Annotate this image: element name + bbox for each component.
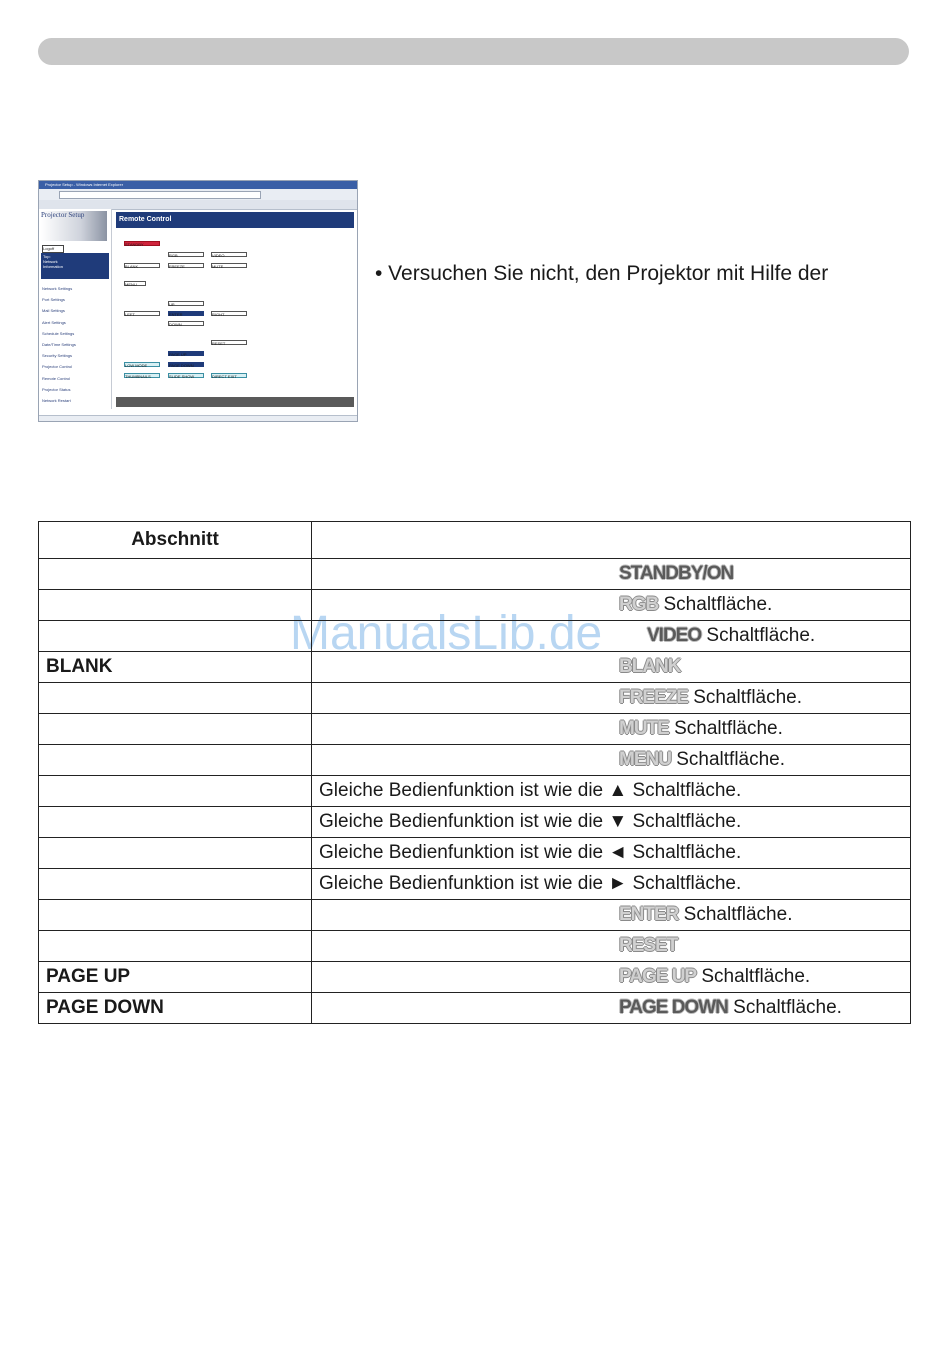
button-label: ENTER (619, 904, 679, 925)
rc-right-button: RIGHT (211, 311, 247, 316)
nav-item: Alert Settings (42, 319, 66, 325)
row-suffix: Schaltfläche. (678, 904, 793, 925)
nav-item: Projector Control (42, 364, 73, 370)
nav-list (42, 283, 108, 406)
row-description: Gleiche Bedienfunktion ist wie die ◄ Schaltfläche. (312, 838, 911, 869)
rc-page-down-button: PAGE DOWN (168, 362, 204, 367)
button-label: STANDBY/ON (619, 563, 734, 584)
table-row (39, 838, 911, 869)
table-row (39, 900, 911, 931)
nav-top-network-information (41, 253, 109, 279)
row-description (312, 714, 911, 745)
table-row (39, 652, 911, 683)
row-description (312, 931, 911, 962)
logoff-button: Logoff (42, 245, 64, 253)
table-row (39, 776, 911, 807)
window-title: Projector Setup - Windows Internet Explorer (45, 182, 124, 187)
rc-direct-exit-button: DIRECT EXIT (211, 373, 247, 378)
nav-block-line: Top: (43, 254, 51, 259)
row-suffix: Schaltfläche. (670, 749, 786, 770)
nav-item: Network Restart (42, 398, 71, 404)
browser-status-bar (39, 415, 357, 422)
table-row (39, 931, 911, 962)
table-row (39, 714, 911, 745)
button-label: VIDEO (647, 625, 702, 646)
table-row (39, 807, 911, 838)
projector-setup-logo: Projector Setup (41, 211, 107, 241)
button-label: RESET (619, 935, 678, 956)
row-section: PAGE UP (39, 962, 312, 993)
rc-thumbnails-button: THUMBNAILS (124, 373, 160, 378)
rc-video-button: VIDEO (211, 252, 247, 257)
rc-menu-button: MENU (124, 281, 146, 286)
row-description (312, 993, 911, 1024)
rc-reset-button: RESET (211, 340, 247, 345)
row-section (39, 807, 312, 838)
nav-block-line: Information (43, 264, 64, 269)
setup-sidebar (39, 209, 112, 409)
row-suffix: Schaltfläche. (687, 687, 803, 708)
row-suffix: Schaltfläche. (727, 997, 842, 1018)
rc-enter-button: ENTER (168, 311, 204, 316)
row-section (39, 931, 312, 962)
table-row (39, 962, 911, 993)
row-section (39, 776, 312, 807)
row-description: Gleiche Bedienfunktion ist wie die ▲ Schaltfläche. (312, 776, 911, 807)
nav-item: Remote Control (42, 375, 71, 381)
row-section: PAGE DOWN (39, 993, 312, 1024)
row-description (312, 652, 911, 683)
button-label: PAGE DOWN (619, 997, 728, 1018)
rc-down-button: DOWN (168, 321, 204, 326)
note-text: • Versuchen Sie nicht, den Projektor mit Hilfe der (375, 262, 829, 285)
rc-freeze-button: FREEZE (168, 263, 204, 268)
button-label: FREEZE (619, 687, 688, 708)
row-section (39, 745, 312, 776)
nav-item: Schedule Settings (42, 330, 75, 336)
row-section (39, 869, 312, 900)
rc-rgb-button: RGB (168, 252, 204, 257)
table-row (39, 621, 911, 652)
button-label: RGB (619, 594, 659, 615)
rc-standby-button: STANDBY (124, 241, 160, 246)
table-row (39, 745, 911, 776)
row-section: BLANK (39, 652, 312, 683)
browser-titlebar (39, 181, 357, 189)
nav-item: Mail Settings (42, 308, 65, 314)
row-description (312, 621, 911, 652)
panel-footer-strip (116, 397, 354, 407)
table-row (39, 869, 911, 900)
row-description (312, 683, 911, 714)
row-description (312, 745, 911, 776)
address-field (59, 191, 261, 199)
row-suffix: Schaltfläche. (658, 594, 773, 615)
button-label: MENU (619, 749, 671, 770)
row-description: Gleiche Bedienfunktion ist wie die ► Schaltfläche. (312, 869, 911, 900)
button-label: BLANK (619, 656, 681, 677)
button-label: PAGE UP (619, 966, 697, 987)
row-section (39, 900, 312, 931)
remote-control-table (38, 521, 911, 1024)
row-section (39, 559, 312, 590)
row-section (39, 714, 312, 745)
table-row (39, 683, 911, 714)
row-description: Gleiche Bedienfunktion ist wie die ▼ Schaltfläche. (312, 807, 911, 838)
rc-slide-show-button: SLIDE SHOW (168, 373, 204, 378)
header-bar (38, 38, 909, 65)
rc-blank-button: BLANK (124, 263, 160, 268)
row-suffix: Schaltfläche. (696, 966, 811, 987)
table-header-row (39, 522, 911, 559)
table-row (39, 590, 911, 621)
table-row (39, 993, 911, 1024)
row-section (39, 590, 312, 621)
nav-block-line: Network (43, 259, 58, 264)
table-row (39, 559, 911, 590)
nav-item: Network Settings (42, 286, 73, 291)
remote-control-heading: Remote Control (116, 212, 354, 228)
row-description (312, 559, 911, 590)
row-description (312, 900, 911, 931)
row-section (39, 838, 312, 869)
button-label: MUTE (619, 718, 669, 739)
row-description (312, 962, 911, 993)
remote-control-panel (116, 209, 356, 409)
header-description (312, 522, 911, 559)
rc-left-button: LEFT (124, 311, 160, 316)
header-section: Abschnitt (39, 522, 312, 559)
nav-item: Projector Status (42, 386, 71, 392)
row-description (312, 590, 911, 621)
nav-item: Date/Time Settings (42, 342, 76, 348)
row-section (39, 683, 312, 714)
row-suffix: Schaltfläche. (668, 718, 783, 739)
watermark: ManualsLib.de (290, 607, 603, 660)
rc-mute-button: MUTE (211, 263, 247, 268)
row-suffix: Schaltfläche. (701, 625, 816, 646)
rc-page-up-button: PAGE UP (168, 351, 204, 356)
nav-item: Security Settings (42, 353, 73, 359)
row-section (39, 621, 312, 652)
rc-low-mode-button: LOW MODE (124, 362, 160, 367)
nav-item: Port Settings (42, 297, 65, 303)
remote-control-screenshot (38, 180, 358, 422)
rc-up-button: UP (168, 301, 204, 306)
